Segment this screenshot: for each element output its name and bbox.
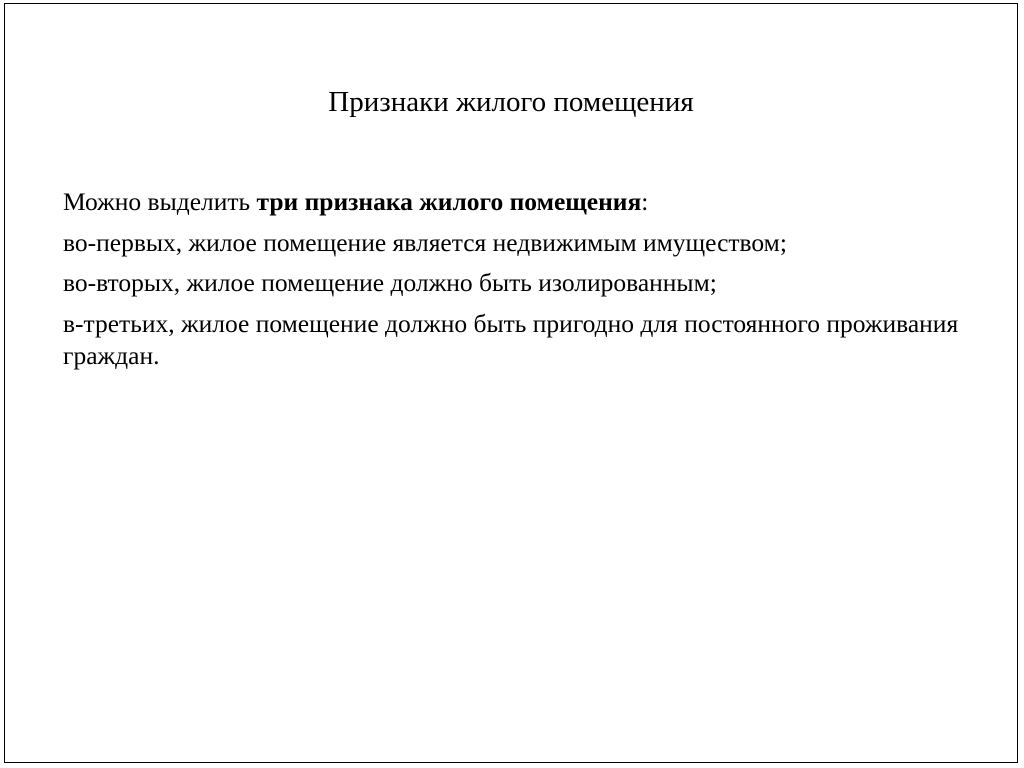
intro-suffix: : bbox=[641, 187, 649, 216]
list-item-third: в-третьих, жилое помещение должно быть пригодно для постоянного проживания граждан. bbox=[63, 308, 959, 370]
intro-line bbox=[63, 186, 963, 218]
list-item-first: во-первых, жилое помещение является недвижимым имуществом; bbox=[63, 227, 787, 257]
intro-emphasis: три признака жилого помещения bbox=[256, 187, 642, 216]
intro-prefix: Можно выделить bbox=[63, 187, 257, 216]
slide-body bbox=[63, 186, 963, 372]
slide-title: Признаки жилого помещения bbox=[328, 86, 694, 118]
list-item-second: во-вторых, жилое помещение должно быть изолированным; bbox=[63, 268, 717, 297]
slide bbox=[4, 3, 1018, 763]
